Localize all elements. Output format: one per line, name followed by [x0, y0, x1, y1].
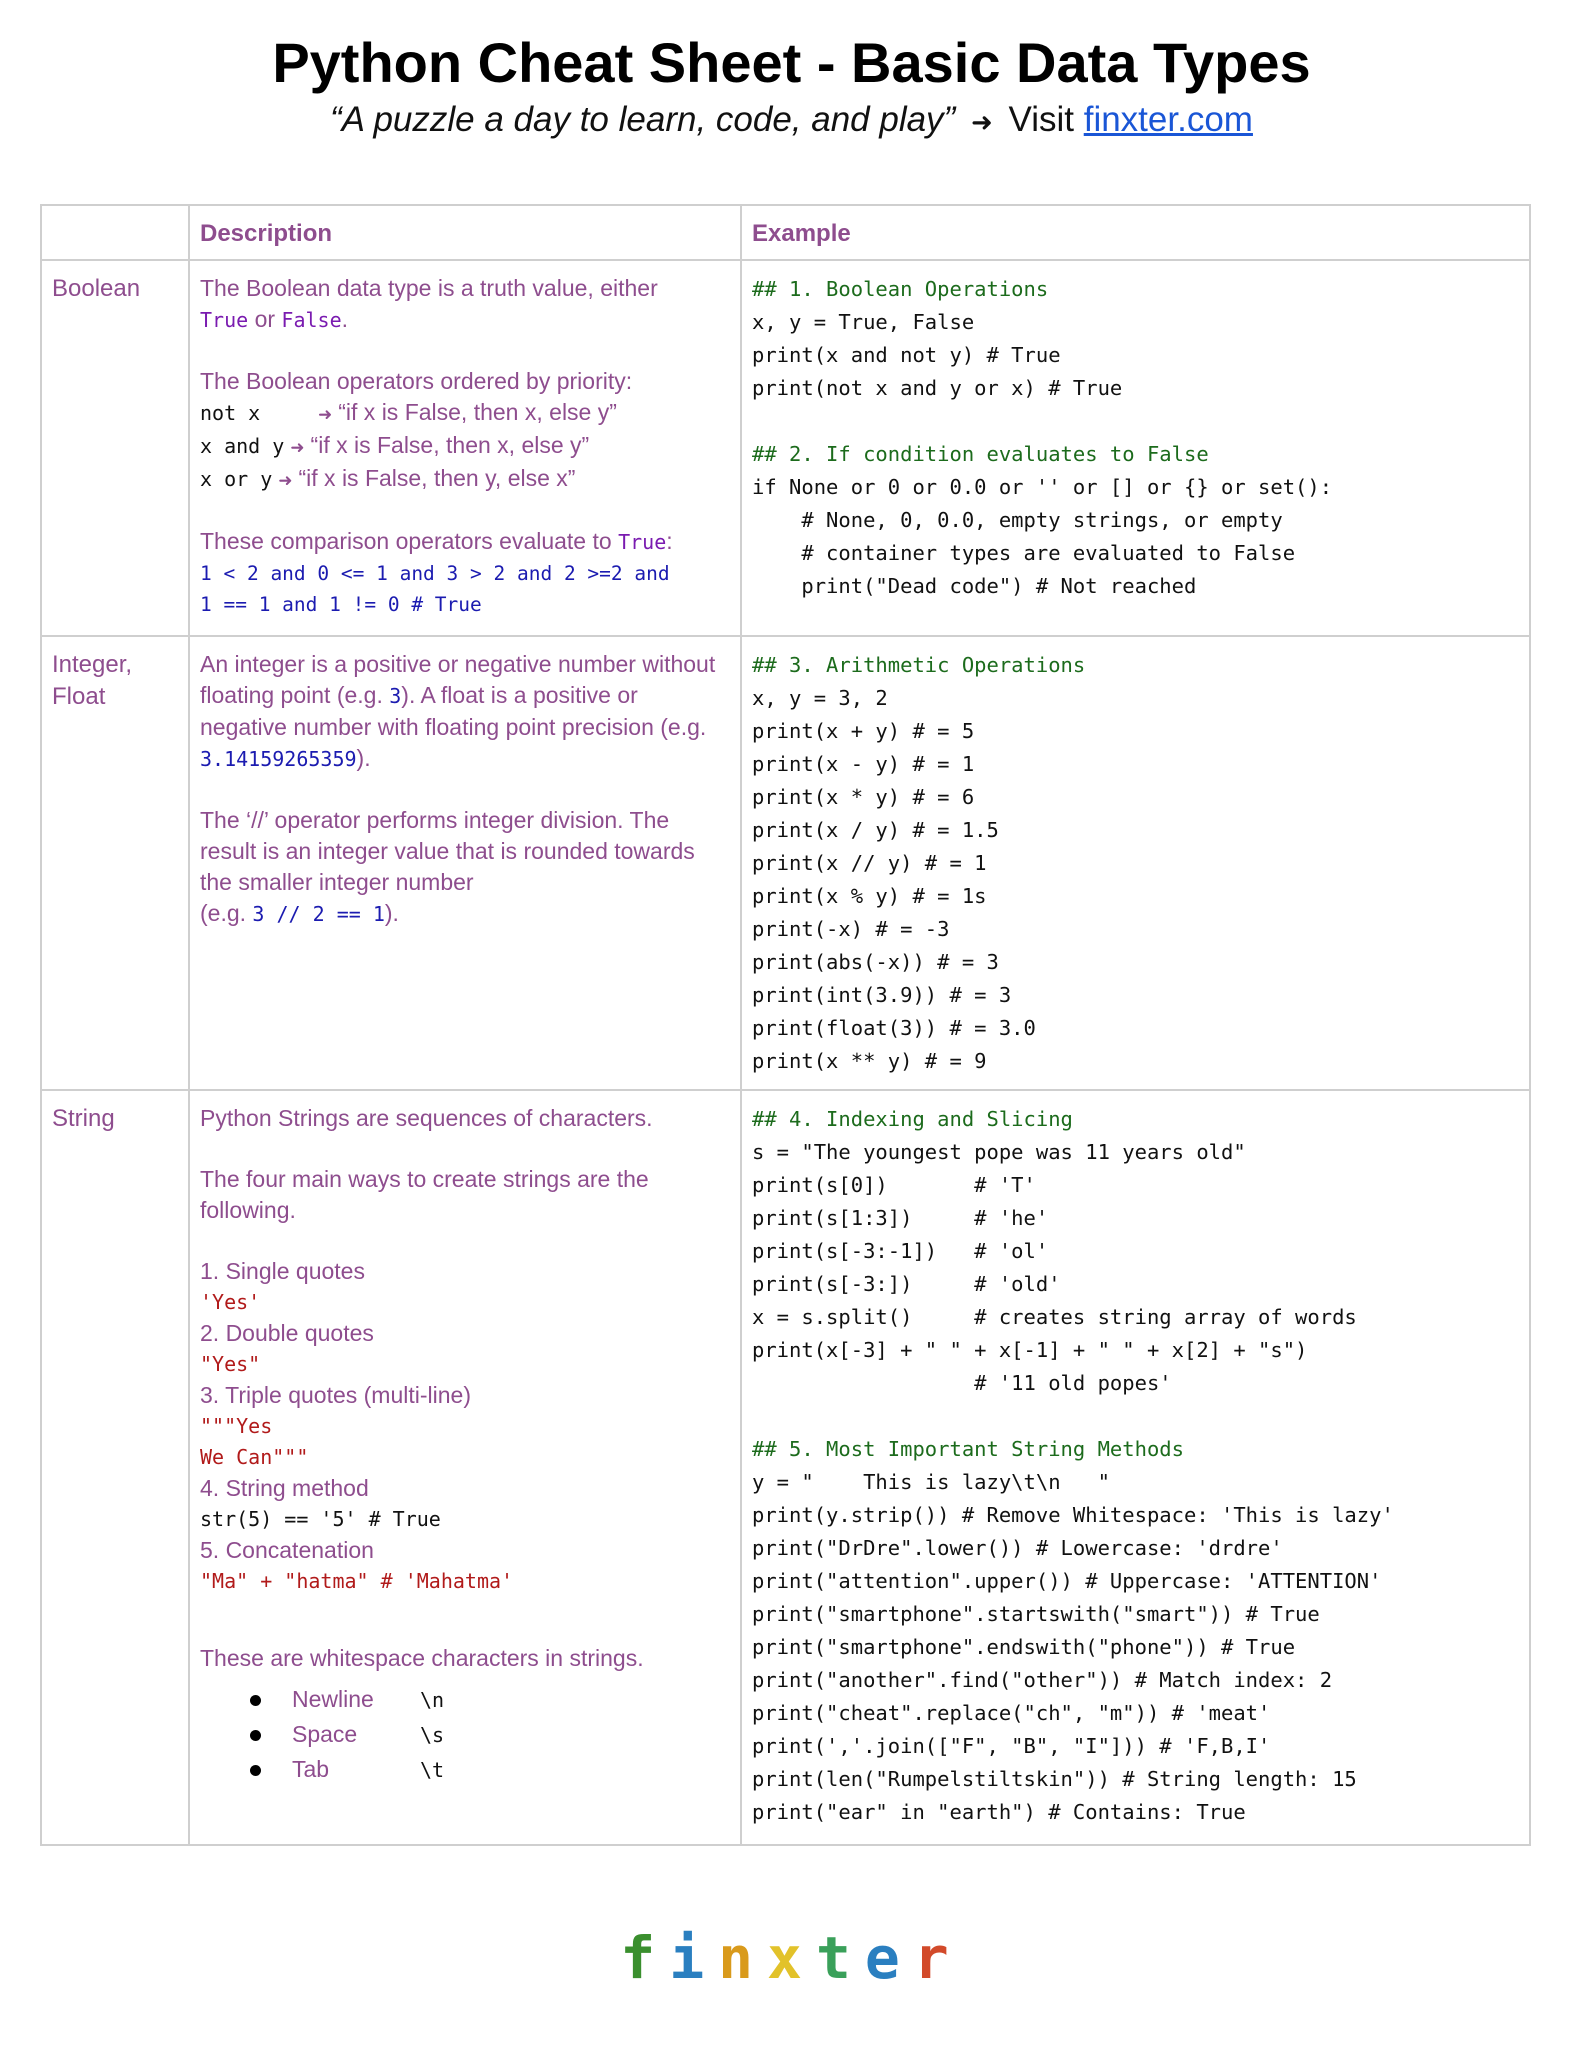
- way-3: 3. Triple quotes (multi-line): [200, 1382, 471, 1408]
- code-line: print(int(3.9)) # = 3: [752, 983, 1012, 1007]
- code-line: # None, 0, 0.0, empty strings, or empty: [752, 508, 1283, 532]
- table-header-row: [41, 205, 1530, 260]
- code-line: print(x * y) # = 6: [752, 785, 975, 809]
- code-line: y = " This is lazy\t\n ": [752, 1470, 1110, 1494]
- code-line: print("attention".upper()) # Uppercase: 'ATTENTION': [752, 1569, 1382, 1593]
- code-line: print(x - y) # = 1: [752, 752, 975, 776]
- example-column-header: Example: [741, 205, 1530, 260]
- comparison-intro: These comparison operators evaluate to: [200, 528, 612, 554]
- code-line: print("DrDre".lower()) # Lowercase: 'drdre': [752, 1536, 1283, 1560]
- code-line: ## 4. Indexing and Slicing: [752, 1107, 1073, 1131]
- whitespace-code: \s: [420, 1723, 445, 1747]
- list-item: [200, 1682, 730, 1717]
- numeric-desc-1c: ).: [356, 745, 371, 771]
- string-intro: Python Strings are sequences of characters.: [200, 1105, 653, 1131]
- comparison-true: True: [618, 530, 667, 554]
- code-line: s = "The youngest pope was 11 years old": [752, 1140, 1246, 1164]
- true-keyword: True: [200, 308, 249, 332]
- way-5: 5. Concatenation: [200, 1537, 374, 1563]
- code-line: print(x / y) # = 1.5: [752, 818, 999, 842]
- bullet-icon: [250, 1730, 261, 1741]
- code-line: print(-x) # = -3: [752, 917, 950, 941]
- integer-label: Integer,: [52, 651, 133, 678]
- logo-letter: f: [620, 1924, 670, 1992]
- logo-letter: x: [767, 1924, 816, 1992]
- code-line: x = s.split() # creates string array of words: [752, 1305, 1357, 1329]
- code-line: print("smartphone".startswith("smart")) # True: [752, 1602, 1320, 1626]
- way-1-code: 'Yes': [200, 1290, 261, 1314]
- code-line: print(x // y) # = 1: [752, 851, 987, 875]
- whitespace-name: Space: [292, 1721, 358, 1747]
- finxter-logo: [0, 1924, 1583, 1992]
- code-line: x, y = 3, 2: [752, 686, 888, 710]
- integer-float-row: [41, 636, 1530, 1090]
- code-line: print(x % y) # = 1s: [752, 884, 987, 908]
- code-line: ## 1. Boolean Operations: [752, 277, 1049, 301]
- whitespace-code: \t: [420, 1758, 445, 1782]
- way-4-code: str(5) == '5' # True: [200, 1507, 441, 1531]
- comparison-line-1: 1 < 2 and 0 <= 1 and 3 > 2 and 2 >=2 and: [200, 562, 670, 585]
- logo-letter: e: [864, 1924, 914, 1992]
- numeric-desc-2a: The ‘//’ operator performs integer division. The result is an integer value that is rounded towards the smaller integer number: [200, 807, 695, 895]
- ways-intro: The four main ways to create strings are the following.: [200, 1166, 649, 1223]
- op-and: x and y: [200, 434, 285, 458]
- code-line: print(','.join(["F", "B", "I"])) # 'F,B,I': [752, 1734, 1271, 1758]
- numeric-desc-1a: An integer is a positive or negative number without floating point (e.g.: [200, 651, 716, 708]
- way-4: 4. String method: [200, 1475, 369, 1501]
- list-item: [200, 1752, 730, 1787]
- code-line: if None or 0 or 0.0 or '' or [] or {} or set():: [752, 475, 1333, 499]
- header-empty-cell: [41, 205, 189, 260]
- whitespace-intro: These are whitespace characters in strings.: [200, 1645, 644, 1671]
- tagline: “A puzzle a day to learn, code, and play”: [330, 100, 956, 139]
- float-example: 3.14159265359: [200, 747, 357, 771]
- way-3-code-line-2: We Can""": [200, 1445, 309, 1469]
- code-block: [752, 649, 1519, 1078]
- op-not-desc: “if x is False, then x, else y”: [338, 399, 617, 425]
- logo-letter: n: [718, 1924, 768, 1992]
- numeric-desc-1b: ). A float is a positive or negative number with floating point precision (e.g.: [200, 682, 707, 740]
- way-5-code: "Ma" + "hatma" # 'Mahatma': [200, 1569, 514, 1593]
- code-line: [752, 1400, 1519, 1433]
- eg-open: (e.g.: [200, 900, 247, 926]
- priority-intro: The Boolean operators ordered by priority:: [200, 368, 633, 394]
- arrow-right-icon: ➜: [318, 405, 333, 424]
- page-title: Python Cheat Sheet - Basic Data Types: [272, 31, 1311, 94]
- cheat-sheet-table: [40, 204, 1531, 1846]
- bullet-icon: [250, 1765, 261, 1776]
- code-line: print("Dead code") # Not reached: [752, 574, 1197, 598]
- string-label: String: [41, 1090, 189, 1845]
- code-line: print(x[-3] + " " + x[-1] + " " + x[2] + "s"): [752, 1338, 1308, 1362]
- integer-float-example: [741, 636, 1530, 1090]
- whitespace-code: \n: [420, 1688, 445, 1712]
- whitespace-name: Newline: [292, 1686, 374, 1712]
- way-1: 1. Single quotes: [200, 1258, 365, 1284]
- code-line: print(len("Rumpelstiltskin")) # String length: 15: [752, 1767, 1357, 1791]
- way-2: 2. Double quotes: [200, 1320, 374, 1346]
- code-line: print(abs(-x)) # = 3: [752, 950, 999, 974]
- string-row: [41, 1090, 1530, 1845]
- code-line: print(x and not y) # True: [752, 343, 1061, 367]
- logo-letter: i: [669, 1924, 719, 1992]
- op-and-desc: “if x is False, then x, else y”: [310, 432, 590, 458]
- op-or: x or y: [200, 467, 273, 491]
- code-line: # container types are evaluated to False: [752, 541, 1296, 565]
- code-line: print("ear" in "earth") # Contains: True: [752, 1800, 1246, 1824]
- comparison-line-2: 1 == 1 and 1 != 0 # True: [200, 593, 482, 616]
- code-line: print(float(3)) # = 3.0: [752, 1016, 1036, 1040]
- boolean-row: [41, 260, 1530, 636]
- arrow-right-icon: ➜: [970, 107, 993, 137]
- code-block: [752, 273, 1519, 603]
- string-example: [741, 1090, 1530, 1845]
- integer-float-description: [189, 636, 741, 1090]
- arrow-right-icon: ➜: [290, 438, 305, 457]
- code-line: # '11 old popes': [752, 1371, 1172, 1395]
- code-line: print("another".find("other")) # Match index: 2: [752, 1668, 1333, 1692]
- description-column-header: Description: [189, 205, 741, 260]
- code-line: print(s[0]) # 'T': [752, 1173, 1036, 1197]
- boolean-label: Boolean: [41, 260, 189, 636]
- visit-label: Visit: [1008, 100, 1074, 139]
- code-line: ## 5. Most Important String Methods: [752, 1437, 1184, 1461]
- arrow-right-icon: ➜: [278, 471, 293, 490]
- code-line: print("smartphone".endswith("phone")) # True: [752, 1635, 1296, 1659]
- code-line: print(x + y) # = 5: [752, 719, 975, 743]
- whitespace-name: Tab: [292, 1756, 330, 1782]
- or-word: or: [254, 306, 276, 332]
- code-line: ## 2. If condition evaluates to False: [752, 442, 1209, 466]
- op-not: not x: [200, 401, 261, 425]
- code-line: print("cheat".replace("ch", "m")) # 'meat': [752, 1701, 1271, 1725]
- code-line: ## 3. Arithmetic Operations: [752, 653, 1086, 677]
- eg-close: ).: [384, 900, 399, 926]
- code-line: print(x ** y) # = 9: [752, 1049, 987, 1073]
- logo-letter: r: [913, 1924, 963, 1992]
- code-line: print(y.strip()) # Remove Whitespace: 'This is lazy': [752, 1503, 1394, 1527]
- integer-float-label: [41, 636, 189, 1090]
- bullet-icon: [250, 1695, 261, 1706]
- string-description: [189, 1090, 741, 1845]
- code-block: [752, 1103, 1519, 1829]
- code-line: print(not x and y or x) # True: [752, 376, 1123, 400]
- code-line: [752, 405, 1519, 438]
- integer-division-example: 3 // 2 == 1: [252, 902, 385, 926]
- code-line: print(s[-3:]) # 'old': [752, 1272, 1061, 1296]
- code-line: print(s[-3:-1]) # 'ol': [752, 1239, 1049, 1263]
- way-2-code: "Yes": [200, 1352, 261, 1376]
- integer-example: 3: [389, 684, 402, 708]
- logo-letter: t: [815, 1924, 865, 1992]
- float-label: Float: [52, 683, 106, 710]
- list-item: [200, 1717, 730, 1752]
- boolean-description: The Boolean data type is a truth value, either True or False. The Boolean operators ordered by priority: not x ➜ “if x is False, then x, else y” x and y ➜ “if x is False, then x, else y” x or y ➜ “if x is False, then y, else x” These comparison operators evaluate to True: 1 < 2 and 0 <= 1 and 3 > 2 and 2 >=2 and 1 == 1 and 1 != 0 # True: [189, 260, 741, 636]
- false-keyword: False: [281, 308, 342, 332]
- page-subtitle: [0, 100, 1583, 140]
- way-3-code-line-1: """Yes: [200, 1414, 273, 1438]
- whitespace-list: [200, 1682, 730, 1787]
- code-line: x, y = True, False: [752, 310, 975, 334]
- boolean-intro: The Boolean data type is a truth value, either: [200, 275, 658, 301]
- finxter-link[interactable]: finxter.com: [1083, 100, 1253, 139]
- op-or-desc: “if x is False, then y, else x”: [298, 465, 576, 491]
- code-line: print(s[1:3]) # 'he': [752, 1206, 1049, 1230]
- boolean-example: [741, 260, 1530, 636]
